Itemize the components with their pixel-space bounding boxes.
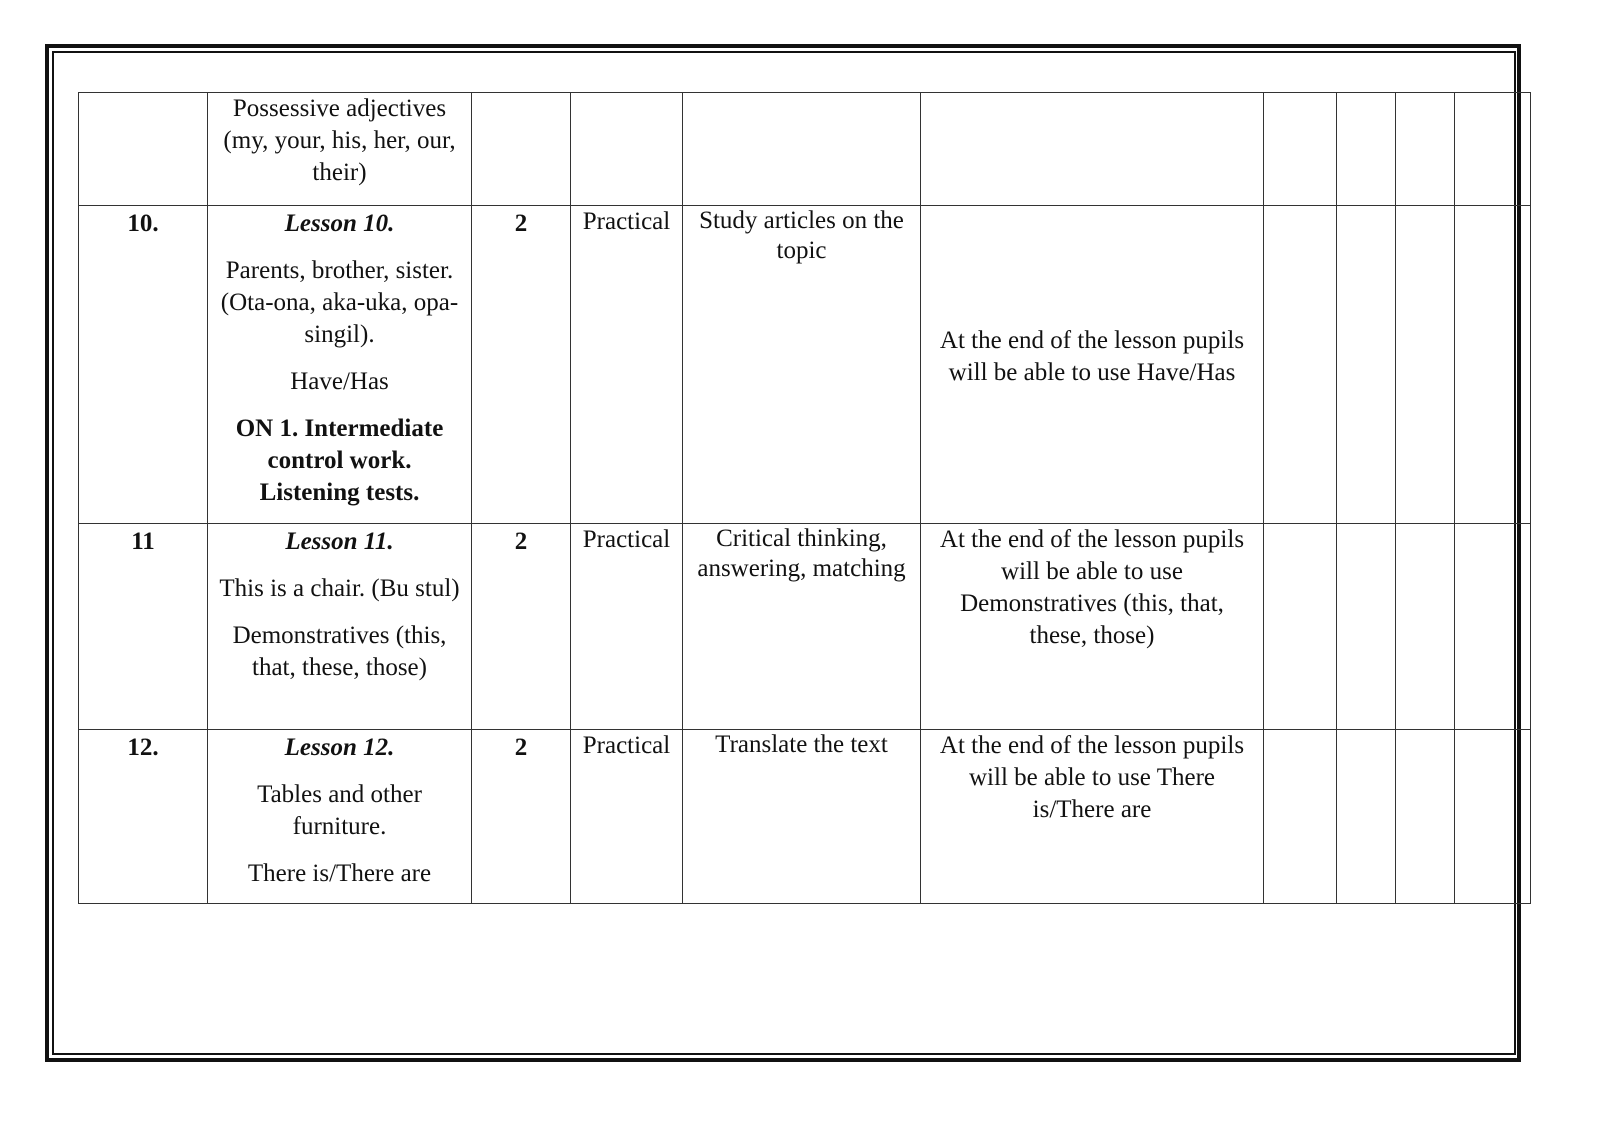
cell-empty: [1396, 206, 1455, 524]
cell-outcome: [921, 93, 1264, 206]
method-text: Translate the text: [715, 731, 888, 758]
cell-empty: [1337, 93, 1396, 206]
cell-empty: [1264, 524, 1337, 730]
cell-type: Practical: [571, 524, 683, 730]
table-row: [79, 730, 1531, 904]
cell-empty: [1396, 93, 1455, 206]
cell-type: [571, 93, 683, 206]
table-row: [79, 206, 1531, 524]
cell-method: [683, 524, 921, 730]
cell-empty: [1337, 206, 1396, 524]
method-text: Critical thinking, answering, matching: [697, 525, 906, 582]
cell-hours: 2: [472, 206, 571, 524]
topic-text: Possessive adjectives (my, your, his, her, our, their): [223, 95, 456, 186]
cell-empty: [1264, 730, 1337, 904]
cell-empty: [1337, 524, 1396, 730]
lesson-title: Lesson 10.: [284, 210, 395, 237]
cell-topic: [208, 730, 472, 904]
lesson-title: Lesson 11.: [285, 528, 394, 555]
cell-number: [79, 93, 208, 206]
cell-outcome: [921, 524, 1264, 730]
cell-method: [683, 730, 921, 904]
cell-outcome: [921, 206, 1264, 524]
topic-text: ON 1. Intermediate control work. Listening tests.: [235, 415, 444, 506]
outcome-text: At the end of the lesson pupils will be able to use Have/Has: [939, 326, 1245, 386]
cell-type: Practical: [571, 206, 683, 524]
cell-empty: [1264, 206, 1337, 524]
cell-hours: 2: [472, 524, 571, 730]
outcome-text: At the end of the lesson pupils will be able to use Demonstratives (this, that, these, those): [939, 526, 1245, 649]
cell-number: 11: [79, 524, 208, 730]
cell-empty: [1396, 730, 1455, 904]
cell-topic: [208, 524, 472, 730]
cell-empty: [1264, 93, 1337, 206]
table-row: [79, 93, 1531, 206]
cell-empty: [1455, 524, 1531, 730]
topic-text: Demonstratives (this, that, these, those): [232, 622, 447, 681]
cell-empty: [1337, 730, 1396, 904]
lesson-plan-table: [78, 92, 1531, 904]
topic-text: There is/There are: [247, 860, 432, 887]
cell-hours: [472, 93, 571, 206]
method-text: Study articles on the topic: [699, 207, 904, 264]
cell-empty: [1455, 93, 1531, 206]
topic-text: Tables and other furniture.: [257, 781, 422, 840]
outcome-text: At the end of the lesson pupils will be able to use There is/There are: [939, 732, 1245, 823]
table-row: [79, 524, 1531, 730]
cell-empty: [1455, 730, 1531, 904]
topic-text: Have/Has: [290, 368, 389, 395]
cell-method: [683, 93, 921, 206]
cell-method: [683, 206, 921, 524]
cell-hours: 2: [472, 730, 571, 904]
cell-empty: [1396, 524, 1455, 730]
cell-number: 12.: [79, 730, 208, 904]
topic-text: This is a chair. (Bu stul): [219, 575, 460, 602]
topic-text: Parents, brother, sister. (Ota-ona, aka-uka, opa-singil).: [220, 257, 459, 348]
cell-empty: [1455, 206, 1531, 524]
cell-topic: [208, 93, 472, 206]
cell-type: Practical: [571, 730, 683, 904]
cell-topic: [208, 206, 472, 524]
lesson-title: Lesson 12.: [284, 734, 395, 761]
cell-outcome: [921, 730, 1264, 904]
cell-number: 10.: [79, 206, 208, 524]
